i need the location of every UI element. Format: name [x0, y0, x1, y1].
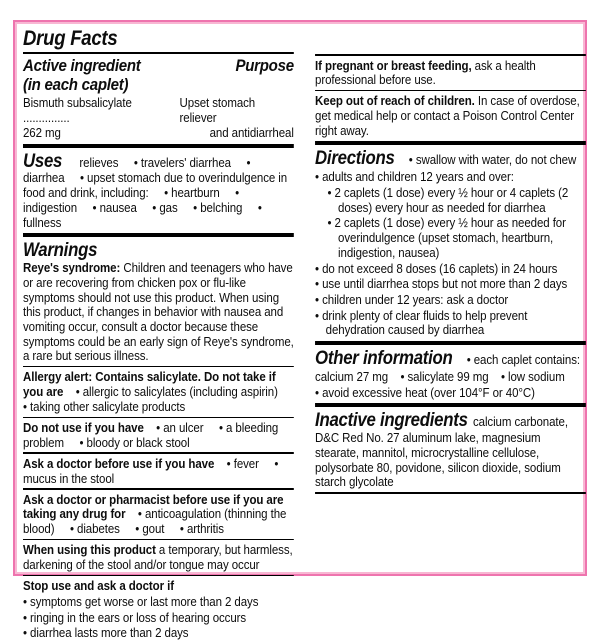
stop-use-item: • symptoms get worse or last more than 2 days [23, 593, 259, 609]
other-information-section [315, 349, 586, 400]
keep-out-text: In case of overdose, get medical help or contact a Poison Control Center right away. [315, 93, 580, 138]
pregnancy-lead: If pregnant or breast feeding, [315, 57, 472, 73]
pregnancy-text: ask a health professional before use. [315, 57, 536, 88]
other-information-item: calcium 27 mg [315, 368, 389, 384]
do-not-use-item: • bloody or black stool [79, 434, 190, 450]
do-not-use-paragraph [23, 421, 294, 450]
ask-doctor-paragraph [23, 457, 294, 486]
directions-section [315, 149, 586, 338]
keep-out-lead: Keep out of reach of children. [315, 93, 475, 109]
section-divider [23, 144, 294, 148]
do-not-use-lead: Do not use if you have [23, 420, 144, 436]
ask-pharmacist-lead: Ask a doctor or pharmacist before use if you are taking any drug for [23, 491, 284, 522]
uses-heading: Uses [23, 150, 63, 172]
ingredient-name: Bismuth subsalicylate [23, 95, 132, 111]
label-content [23, 26, 586, 642]
section-divider [315, 141, 586, 145]
directions-sub-item: • 2 caplets (1 dose) every ½ hour or 4 caplets (2 doses) every hour as needed for diarrhea [327, 185, 569, 215]
subsection-divider [23, 452, 294, 454]
allergy-item: • allergic to salicylates (including aspirin) [75, 384, 278, 400]
drug-facts-label [13, 20, 587, 641]
reyes-text: Children and teenagers who have or are recovering from chicken pox or flu-like symptoms should not use this product. When using this product, if changes in behavior with nausea and vomiting occur, consult a doctor because these symptoms could be an early sign of Reye's syndrome, a rare but serious illness. [23, 260, 294, 364]
do-not-use-item: • a bleeding problem [23, 420, 279, 450]
section-divider [315, 403, 586, 407]
subsection-divider [315, 90, 586, 92]
stop-use-item: • ringing in the ears or loss of hearing occurs [23, 609, 247, 625]
inactive-ingredients-text: calcium carbonate, D&C Red No. 27 aluminum lake, magnesium stearate, mannitol, microcrystalline cellulose, polysorbate 80, povidone, silicon dioxide, sodium starch glycolate [315, 414, 568, 490]
ask-pharmacist-item: • diabetes [69, 521, 120, 537]
ingredient-row-2 [23, 126, 294, 141]
when-using-text: a temporary, but harmless, darkening of the stool and/or tongue may occur [23, 542, 293, 573]
other-information-item: • low sodium [500, 368, 565, 384]
uses-item: • fullness [23, 199, 262, 230]
dotted-leader: ............... [23, 110, 70, 126]
stop-use-lead: Stop use and ask a doctor if [23, 578, 174, 594]
inactive-ingredients-section [315, 411, 586, 490]
other-information-line2 [315, 370, 586, 385]
active-ingredient-heading: Active ingredient [23, 56, 141, 76]
directions-heading-row [315, 149, 586, 169]
drug-facts-title: Drug Facts [23, 27, 118, 50]
subsection-divider [23, 488, 294, 490]
purpose-heading: Purpose [235, 56, 294, 76]
section-divider [315, 492, 586, 494]
when-using-paragraph [23, 543, 294, 572]
pregnancy-paragraph [315, 59, 586, 88]
uses-item: • belching [193, 199, 243, 215]
directions-item: • do not exceed 8 doses (16 caplets) in 24 hours [315, 260, 558, 276]
allergy-item: • taking other salicylate products [23, 398, 186, 414]
directions-item: • children under 12 years: ask a doctor [315, 291, 509, 307]
subsection-divider [23, 366, 294, 368]
uses-section [23, 152, 294, 231]
uses-item: • indigestion [23, 185, 240, 215]
do-not-use-item: • an ulcer [156, 420, 204, 436]
uses-item: • nausea [92, 199, 137, 215]
left-column [23, 26, 294, 642]
reyes-paragraph [23, 261, 294, 364]
uses-item: • travelers' diarrhea [133, 154, 231, 170]
ask-pharmacist-item: • arthritis [179, 521, 224, 537]
directions-inline-note: • swallow with water, do not chew [408, 152, 577, 168]
active-ingredient-heading-sub: (in each caplet) [23, 74, 129, 94]
allergy-lead: Allergy alert: Contains salicylate. Do not take if you are [23, 369, 276, 400]
active-ingredient-section [23, 57, 294, 140]
inactive-ingredients-heading: Inactive ingredients [315, 410, 468, 432]
directions-heading: Directions [315, 148, 395, 170]
subsection-divider [315, 54, 586, 56]
subsection-divider [23, 417, 294, 419]
ingredient-amount: 262 mg [23, 124, 61, 140]
ingredient-name-and-leader [23, 96, 180, 125]
directions-item: • use until diarrhea stops but not more than 2 days [315, 276, 568, 292]
subsection-divider [23, 539, 294, 541]
stop-use-item: • diarrhea lasts more than 2 days [23, 625, 189, 641]
other-information-item: • salicylate 99 mg [400, 368, 489, 384]
ask-doctor-item: • mucus in the stool [23, 455, 279, 486]
ask-doctor-lead: Ask a doctor before use if you have [23, 455, 215, 471]
section-divider [23, 233, 294, 237]
reyes-lead: Reye's syndrome: [23, 260, 121, 276]
ask-pharmacist-item: • anticoagulation (thinning the blood) [23, 506, 287, 537]
other-information-heading: Other information [315, 347, 453, 369]
keep-out-paragraph [315, 94, 586, 138]
ask-pharmacist-paragraph [23, 493, 294, 537]
subsection-divider [23, 575, 294, 577]
ingredient-row-1 [23, 96, 294, 125]
section-divider [315, 341, 586, 345]
warnings-heading: Warnings [23, 240, 98, 262]
other-information-item: • avoid excessive heat (over 104°F or 40°C) [315, 384, 535, 400]
directions-item: • drink plenty of clear fluids to help prevent dehydration caused by diarrhea [315, 307, 528, 338]
uses-lead: relieves [79, 154, 119, 170]
other-information-inline-note: • each caplet contains: [466, 351, 580, 367]
purpose-value-line2: and antidiarrheal [209, 124, 294, 140]
allergy-paragraph [23, 370, 294, 414]
uses-item: • heartburn [164, 185, 220, 201]
uses-item: • upset stomach due to overindulgence in food and drink, including: [23, 170, 288, 201]
purpose-value-line1: Upset stomach reliever [179, 95, 256, 126]
uses-item: • gas [152, 199, 178, 215]
ask-doctor-item: • fever [226, 455, 259, 471]
uses-item: • diarrhea [23, 154, 251, 186]
ask-pharmacist-item: • gout [135, 521, 165, 537]
warnings-section [23, 241, 294, 641]
directions-sub-item: • 2 caplets (1 dose) every ½ hour as needed for overindulgence (upset stomach, heartburn, indigestion, nausea) [327, 215, 566, 260]
directions-item: • adults and children 12 years and over: [315, 169, 514, 185]
when-using-lead: When using this product [23, 542, 156, 558]
right-column [315, 26, 586, 642]
other-information-heading-row [315, 349, 586, 369]
active-ingredient-header-row [23, 57, 294, 76]
title-divider [23, 52, 294, 54]
inactive-ingredients-paragraph [315, 411, 586, 490]
